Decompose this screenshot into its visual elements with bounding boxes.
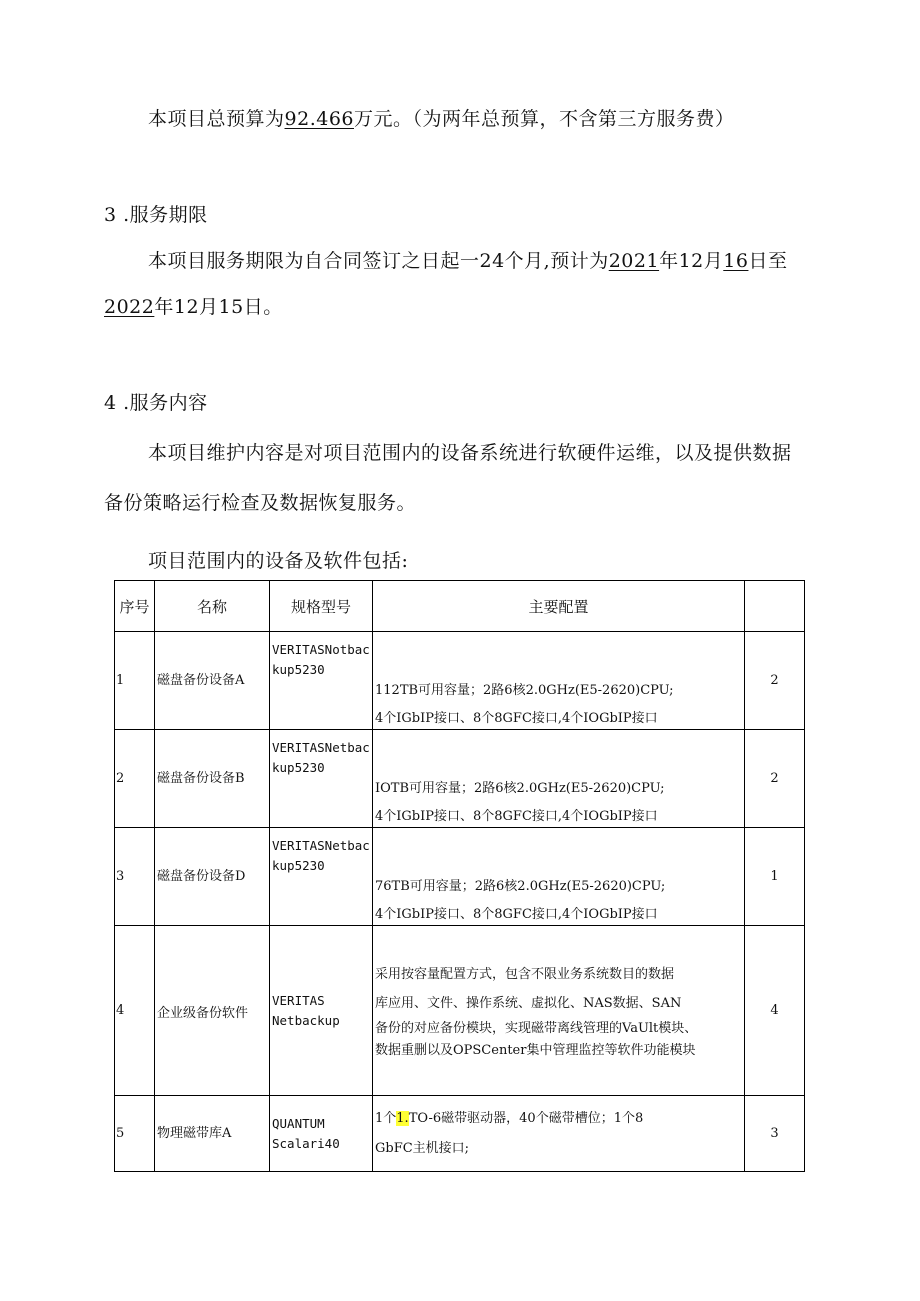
config-line: 76TB可用容量；2路6核2.0GHz(E5-2620)CPU; [375,879,666,894]
table-row [115,730,805,828]
cell-name: 物理磁带库A [155,1096,270,1172]
config-line: 112TB可用容量；2路6核2.0GHz(E5-2620)CPU; [375,683,674,698]
table-row [115,926,805,1096]
cell-config [373,632,745,730]
config-line: 4个IGbIP接口、8个8GFC接口,4个IOGbIP接口 [375,809,658,824]
cell-name: 磁盘备份设备B [155,730,270,828]
cell-no: 2 [115,730,155,828]
cell-name: 磁盘备份设备D [155,828,270,926]
section3-day1: 16 [723,250,749,272]
section3-year1: 2021 [608,250,660,272]
config-line: 采用按容量配置方式，包含不限业务系统数目的数据 [375,966,675,982]
name-text: 企业级备份软件 [157,1005,249,1021]
section4-paragraph-line1: 本项目维护内容是对项目范围内的设备系统进行软硬件运维，以及提供数据 [148,442,792,464]
config-line: 数据重删以及OPSCenter集中管理监控等软件功能模块 [375,1042,696,1058]
cell-qty: 2 [745,730,805,828]
cell-config [373,1096,745,1172]
budget-paragraph [148,104,735,131]
cell-no: 1 [115,632,155,730]
equipment-table [114,580,805,1172]
section3-text-a: 本项目服务期限为自合同签订之日起一24个月,预计为 [148,250,609,272]
cell-no: 4 [115,926,155,1096]
budget-suffix: 万元。（为两年总预算，不含第三方服务费） [354,108,735,130]
table-row [115,828,805,926]
header-config: 主要配置 [373,581,745,632]
section4-paragraph-line2: 备份策略运行检查及数据恢复服务。 [104,492,417,514]
cell-no: 5 [115,1096,155,1172]
config-rest: TO-6磁带驱动器，40个磁带槽位；1个8 [408,1110,644,1126]
config-line: GbFC主机接口; [375,1140,470,1156]
table-intro: 项目范围内的设备及软件包括: [148,550,409,572]
section3-end: 年12月15日。 [154,296,283,318]
cell-qty: 1 [745,828,805,926]
section3-heading: 3 .服务期限 [104,204,208,226]
model-text: VERITASNetbackup5230 [272,740,370,775]
config-line [375,1104,744,1134]
cell-qty: 4 [745,926,805,1096]
section3-mid2: 日至 [748,250,788,272]
config-line: 4个IGbIP接口、8个8GFC接口,4个IOGbIP接口 [375,907,658,922]
section3-paragraph-line1 [148,246,787,273]
model-text: QUANTUM Scalari40 [272,1115,340,1151]
cell-model [270,1096,373,1172]
cell-name: 磁盘备份设备A [155,632,270,730]
model-text: VERITASNetbackup5230 [272,838,370,873]
config-line: IOTB可用容量；2路6核2.0GHz(E5-2620)CPU; [375,781,665,796]
table-row [115,632,805,730]
cell-no: 3 [115,828,155,926]
budget-prefix: 本项目总预算为 [148,108,285,130]
model-text: VERITASNotbackup5230 [272,642,370,677]
section3-mid1: 年12月 [659,250,724,272]
section4-heading: 4 .服务内容 [104,392,208,414]
header-no: 序号 [115,581,155,632]
model-text: VERITAS Netbackup [272,992,340,1028]
table-row [115,1096,805,1172]
config-line: 库应用、文件、操作系统、虚拟化、NAS数据、SAN [375,995,682,1011]
cell-qty: 3 [745,1096,805,1172]
cell-config [373,730,745,828]
config-line: 4个IGbIP接口、8个8GFC接口,4个IOGbIP接口 [375,711,658,726]
cell-qty: 2 [745,632,805,730]
cell-config [373,828,745,926]
section3-paragraph-line2 [104,292,283,319]
header-name: 名称 [155,581,270,632]
cell-model [270,828,373,926]
cell-model [270,632,373,730]
cell-model [270,926,373,1096]
config-line: 备份的对应备份模块，实现磁带离线管理的VaUlt模块、 [375,1020,698,1036]
highlighted-text: 1. [396,1110,409,1126]
config-prefix: 1个 [375,1110,397,1126]
budget-amount: 92.466 [284,108,354,130]
cell-config [373,926,745,1096]
header-qty [745,581,805,632]
header-model: 规格型号 [270,581,373,632]
cell-name [155,926,270,1096]
section3-year2: 2022 [104,296,155,318]
cell-model [270,730,373,828]
table-header-row [115,581,805,632]
